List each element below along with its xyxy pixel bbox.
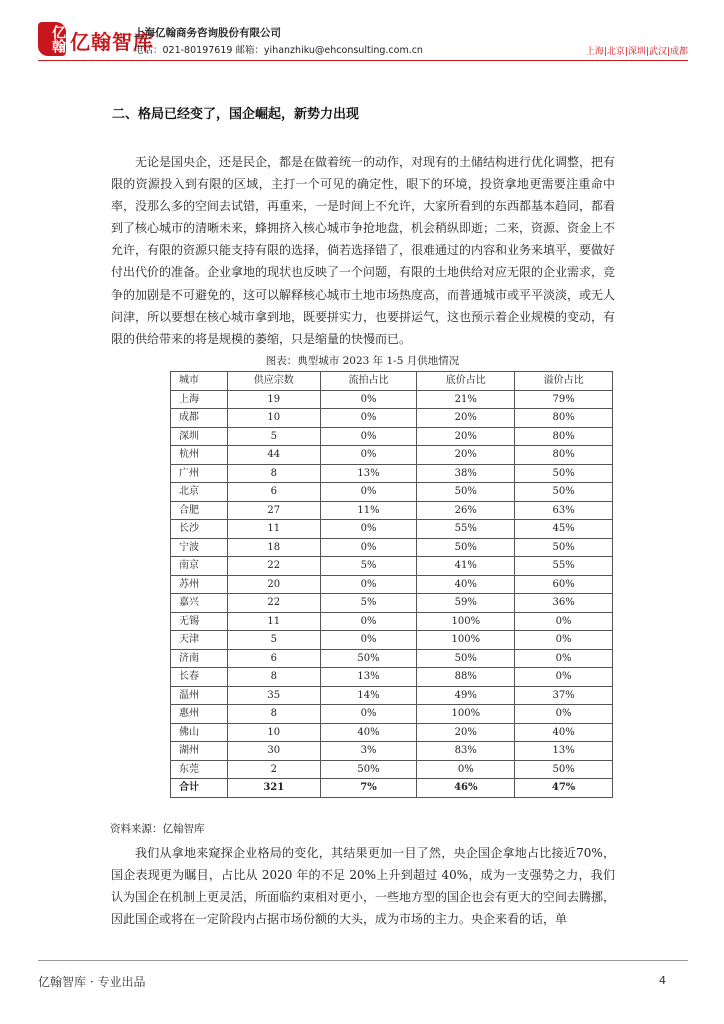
page-number: 4 xyxy=(659,974,666,987)
cell-city: 天津 xyxy=(171,631,228,650)
cell-city: 长春 xyxy=(171,668,228,687)
table-row xyxy=(171,390,613,409)
cell-failed-ratio: 3% xyxy=(320,742,417,761)
cell-failed-ratio: 0% xyxy=(320,538,417,557)
cell-failed-ratio: 5% xyxy=(320,557,417,576)
table-row xyxy=(171,612,613,631)
cell-base-price-ratio: 100% xyxy=(417,612,515,631)
cell-premium-ratio: 37% xyxy=(515,686,613,705)
table-row xyxy=(171,705,613,724)
table-row xyxy=(171,557,613,576)
cell-failed-ratio: 0% xyxy=(320,612,417,631)
table-header-row xyxy=(171,372,613,391)
land-supply-table xyxy=(170,371,613,798)
table-total-row xyxy=(171,779,613,798)
cell-premium-ratio: 79% xyxy=(515,390,613,409)
cell-city: 南京 xyxy=(171,557,228,576)
section-title: 二、格局已经变了，国企崛起，新势力出现 xyxy=(112,107,360,122)
table-row xyxy=(171,538,613,557)
footer-divider xyxy=(38,960,688,961)
table-row xyxy=(171,483,613,502)
cell-failed-ratio: 0% xyxy=(320,390,417,409)
table-row xyxy=(171,520,613,539)
table-row xyxy=(171,427,613,446)
cell-premium-ratio: 45% xyxy=(515,520,613,539)
cell-city: 上海 xyxy=(171,390,228,409)
cell-premium-ratio: 36% xyxy=(515,594,613,613)
company-name: 上海亿翰商务咨询股份有限公司 xyxy=(134,27,281,39)
cell-base-price-ratio: 100% xyxy=(417,705,515,724)
total-cell-premium-ratio: 47% xyxy=(515,779,613,798)
body-paragraph-2: 我们从拿地来窥探企业格局的变化，其结果更加一目了然，央企国企拿地占比接近70%，国企表现更为瞩目，占比从 2020 年的不足 20%上升到超过 40%，成为一支强势之力，我们认为国企在机制上更灵活，所面临约束相对更小，一些地方型的国企也会有更大的空间去腾挪，因此国企或将在一定阶段内占据市场份额的大头，成为市场的主力。央企来看的话，单 xyxy=(111,846,616,927)
cell-premium-ratio: 13% xyxy=(515,742,613,761)
total-cell-base-price-ratio: 46% xyxy=(417,779,515,798)
table-row xyxy=(171,760,613,779)
page-header xyxy=(0,0,724,66)
cell-supply-count: 18 xyxy=(227,538,320,557)
cell-base-price-ratio: 50% xyxy=(417,483,515,502)
header-base-price-ratio: 底价占比 xyxy=(417,372,515,391)
cell-failed-ratio: 0% xyxy=(320,446,417,465)
cell-city: 宁波 xyxy=(171,538,228,557)
cell-supply-count: 19 xyxy=(227,390,320,409)
cell-city: 成都 xyxy=(171,409,228,428)
table-row xyxy=(171,723,613,742)
cell-city: 东莞 xyxy=(171,760,228,779)
table-caption: 图表：典型城市 2023 年 1-5 月供地情况 xyxy=(265,355,460,367)
cell-premium-ratio: 50% xyxy=(515,464,613,483)
cell-supply-count: 5 xyxy=(227,631,320,650)
cell-city: 长沙 xyxy=(171,520,228,539)
header-failed-ratio: 流拍占比 xyxy=(320,372,417,391)
logo-wordmark: 亿翰智库 xyxy=(70,30,154,54)
table-row xyxy=(171,631,613,650)
cell-base-price-ratio: 100% xyxy=(417,631,515,650)
header-city: 城市 xyxy=(171,372,228,391)
cell-supply-count: 11 xyxy=(227,612,320,631)
cell-supply-count: 30 xyxy=(227,742,320,761)
cell-supply-count: 27 xyxy=(227,501,320,520)
cell-premium-ratio: 0% xyxy=(515,705,613,724)
table-row xyxy=(171,464,613,483)
cell-premium-ratio: 0% xyxy=(515,649,613,668)
cell-base-price-ratio: 26% xyxy=(417,501,515,520)
cell-city: 济南 xyxy=(171,649,228,668)
cell-premium-ratio: 50% xyxy=(515,538,613,557)
table-row xyxy=(171,668,613,687)
cell-city: 北京 xyxy=(171,483,228,502)
cell-premium-ratio: 80% xyxy=(515,427,613,446)
cell-city: 广州 xyxy=(171,464,228,483)
table-row xyxy=(171,649,613,668)
cell-base-price-ratio: 50% xyxy=(417,649,515,668)
cell-failed-ratio: 50% xyxy=(320,760,417,779)
cell-failed-ratio: 0% xyxy=(320,705,417,724)
cell-premium-ratio: 63% xyxy=(515,501,613,520)
cell-failed-ratio: 14% xyxy=(320,686,417,705)
cell-supply-count: 6 xyxy=(227,649,320,668)
cell-city: 湖州 xyxy=(171,742,228,761)
cell-base-price-ratio: 21% xyxy=(417,390,515,409)
total-cell-supply-count: 321 xyxy=(227,779,320,798)
cell-city: 深圳 xyxy=(171,427,228,446)
cell-base-price-ratio: 20% xyxy=(417,446,515,465)
cell-supply-count: 2 xyxy=(227,760,320,779)
cell-failed-ratio: 0% xyxy=(320,631,417,650)
cell-failed-ratio: 50% xyxy=(320,649,417,668)
cell-base-price-ratio: 38% xyxy=(417,464,515,483)
cell-failed-ratio: 11% xyxy=(320,501,417,520)
cell-base-price-ratio: 49% xyxy=(417,686,515,705)
cell-base-price-ratio: 20% xyxy=(417,723,515,742)
cell-supply-count: 6 xyxy=(227,483,320,502)
cell-supply-count: 8 xyxy=(227,464,320,483)
cell-failed-ratio: 13% xyxy=(320,464,417,483)
table-row xyxy=(171,742,613,761)
cell-premium-ratio: 40% xyxy=(515,723,613,742)
data-source: 资料来源：亿翰智库 xyxy=(110,823,205,835)
cell-premium-ratio: 0% xyxy=(515,631,613,650)
cell-supply-count: 8 xyxy=(227,668,320,687)
cell-failed-ratio: 0% xyxy=(320,483,417,502)
cell-supply-count: 10 xyxy=(227,723,320,742)
header-premium-ratio: 溢价占比 xyxy=(515,372,613,391)
cell-supply-count: 35 xyxy=(227,686,320,705)
header-divider xyxy=(38,60,688,61)
table-row xyxy=(171,409,613,428)
cell-base-price-ratio: 41% xyxy=(417,557,515,576)
cell-premium-ratio: 0% xyxy=(515,668,613,687)
cell-supply-count: 11 xyxy=(227,520,320,539)
cell-city: 惠州 xyxy=(171,705,228,724)
cell-base-price-ratio: 83% xyxy=(417,742,515,761)
cell-base-price-ratio: 20% xyxy=(417,409,515,428)
cell-failed-ratio: 5% xyxy=(320,594,417,613)
cell-city: 嘉兴 xyxy=(171,594,228,613)
cell-supply-count: 10 xyxy=(227,409,320,428)
cell-base-price-ratio: 40% xyxy=(417,575,515,594)
cell-base-price-ratio: 59% xyxy=(417,594,515,613)
table-body xyxy=(171,390,613,797)
cell-base-price-ratio: 88% xyxy=(417,668,515,687)
cell-supply-count: 22 xyxy=(227,557,320,576)
contact-info: 电话：021-80197619 邮箱：yihanzhiku@ehconsulting.com.cn xyxy=(134,45,423,56)
header-supply-count: 供应宗数 xyxy=(227,372,320,391)
cell-city: 佛山 xyxy=(171,723,228,742)
cell-failed-ratio: 0% xyxy=(320,575,417,594)
cell-failed-ratio: 0% xyxy=(320,427,417,446)
cell-supply-count: 20 xyxy=(227,575,320,594)
footer-tagline: 亿翰智库 · 专业出品 xyxy=(38,975,146,989)
cell-base-price-ratio: 55% xyxy=(417,520,515,539)
cell-premium-ratio: 60% xyxy=(515,575,613,594)
cell-failed-ratio: 40% xyxy=(320,723,417,742)
cell-failed-ratio: 0% xyxy=(320,520,417,539)
table-row xyxy=(171,594,613,613)
cell-premium-ratio: 50% xyxy=(515,760,613,779)
cell-supply-count: 5 xyxy=(227,427,320,446)
cell-city: 苏州 xyxy=(171,575,228,594)
table-row xyxy=(171,501,613,520)
cell-premium-ratio: 55% xyxy=(515,557,613,576)
cell-city: 无锡 xyxy=(171,612,228,631)
cell-city: 杭州 xyxy=(171,446,228,465)
cell-premium-ratio: 0% xyxy=(515,612,613,631)
cell-premium-ratio: 80% xyxy=(515,409,613,428)
cell-premium-ratio: 50% xyxy=(515,483,613,502)
cell-supply-count: 44 xyxy=(227,446,320,465)
total-cell-city: 合计 xyxy=(171,779,228,798)
logo-mark-icon: 亿翰 xyxy=(38,22,66,56)
cell-supply-count: 22 xyxy=(227,594,320,613)
cell-base-price-ratio: 50% xyxy=(417,538,515,557)
cell-city: 温州 xyxy=(171,686,228,705)
cell-base-price-ratio: 20% xyxy=(417,427,515,446)
table-row xyxy=(171,686,613,705)
cell-failed-ratio: 13% xyxy=(320,668,417,687)
cell-supply-count: 8 xyxy=(227,705,320,724)
total-cell-failed-ratio: 7% xyxy=(320,779,417,798)
cell-failed-ratio: 0% xyxy=(320,409,417,428)
body-paragraph-1: 无论是国央企，还是民企，都是在做着统一的动作，对现有的土储结构进行优化调整，把有限的资源投入到有限的区域，主打一个可见的确定性，眼下的环境，投资拿地更需要注重命中率，没那么多的空间去试错，再重来，一是时间上不允许，大家所看到的东西都基本趋同，都看到了核心城市的清晰未来，蜂拥挤入核心城市争抢地盘，机会稍纵即逝；二来，资源、资金上不允许，有限的资源只能支持有限的选择，倘若选择错了，很难通过的内容和业务来填平，要做好付出代价的准备。企业拿地的现状也反映了一个问题，有限的土地供给对应无限的企业需求，竞争的加剧是不可避免的，这可以解释核心城市土地市场热度高，而普通城市或平平淡淡，或无人问津，所以要想在核心城市拿到地，既要拼实力，也要拼运气，这也预示着企业规模的变动，有限的供给带来的将是规模的萎缩，只是缩量的快慢而已。 xyxy=(111,155,616,346)
table-row xyxy=(171,575,613,594)
cell-base-price-ratio: 0% xyxy=(417,760,515,779)
table-row xyxy=(171,446,613,465)
office-locations: 上海|北京|深圳|武汉|成都 xyxy=(585,47,688,57)
cell-premium-ratio: 80% xyxy=(515,446,613,465)
cell-city: 合肥 xyxy=(171,501,228,520)
